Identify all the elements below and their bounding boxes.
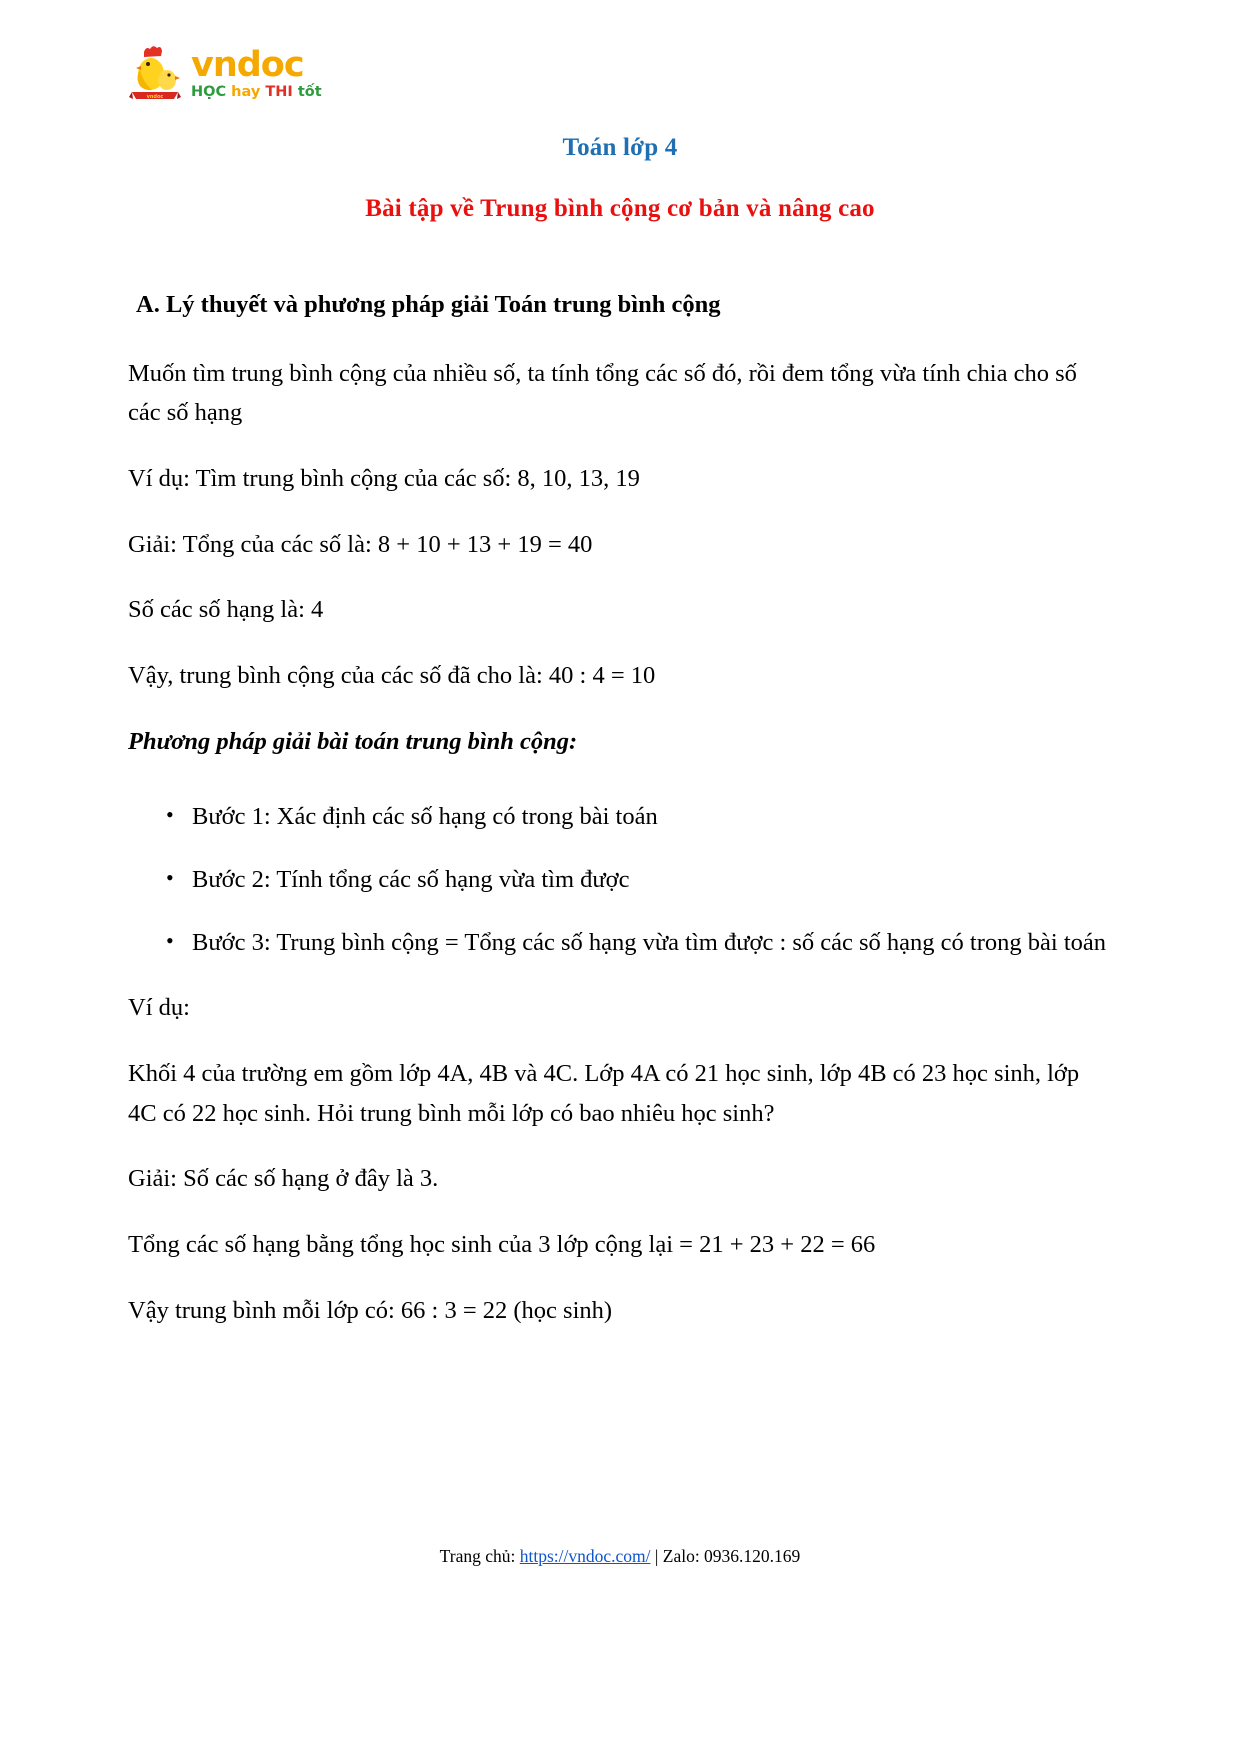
bullet-icon: • bbox=[166, 802, 174, 828]
tagline-thi: THI bbox=[265, 84, 293, 101]
example2-prompt: Khối 4 của trường em gồm lớp 4A, 4B và 4C. Lớp 4A có 21 học sinh, lớp 4B có 23 học sinh, lớp 4C có 22 học sinh. Hỏi trung bình mỗi lớp có bao nhiêu học sinh? bbox=[128, 1060, 1080, 1127]
example1-solution-sum: Giải: Tổng của các số là: 8 + 10 + 13 + 19 = 40 bbox=[128, 530, 593, 558]
tagline-tot: tốt bbox=[297, 84, 322, 101]
example2-solution-answer: Vậy trung bình mỗi lớp có: 66 : 3 = 22 (học sinh) bbox=[128, 1296, 613, 1324]
example1-solution-count: Số các số hạng là: 4 bbox=[128, 596, 324, 624]
svg-text:vndoc: vndoc bbox=[146, 94, 164, 100]
tagline-hay: hay bbox=[231, 84, 261, 101]
logo-text-group bbox=[191, 44, 322, 101]
rule-paragraph: Muốn tìm trung bình cộng của nhiều số, ta tính tổng các số đó, rồi đem tổng vừa tính chia cho số các số hạng bbox=[128, 359, 1077, 427]
step-text: Bước 2: Tính tổng các số hạng vừa tìm được bbox=[192, 866, 630, 893]
section-a-heading: A. Lý thuyết và phương pháp giải Toán trung bình cộng bbox=[136, 291, 721, 318]
footer-prefix: Trang chủ: bbox=[439, 1546, 520, 1566]
page-footer bbox=[0, 1546, 1240, 1567]
list-item bbox=[128, 837, 1112, 900]
document-body bbox=[0, 293, 1240, 1331]
method-heading: Phương pháp giải bài toán trung bình cộng: bbox=[128, 727, 578, 755]
page-header bbox=[0, 0, 1240, 101]
page-subtitle: Bài tập về Trung bình cộng cơ bản và nâng cao bbox=[365, 195, 875, 222]
example2-solution-sum: Tổng các số hạng bằng tổng học sinh của 3 lớp cộng lại = 21 + 23 + 22 = 66 bbox=[128, 1231, 876, 1259]
list-item bbox=[128, 787, 1112, 837]
chicken-mascot-icon bbox=[128, 44, 182, 106]
vndoc-logo[interactable] bbox=[128, 44, 1240, 106]
tagline-hoc: HỌC bbox=[191, 84, 227, 101]
example1-solution-answer: Vậy, trung bình cộng của các số đã cho là: 40 : 4 = 10 bbox=[128, 661, 656, 689]
example2-label: Ví dụ: bbox=[128, 994, 190, 1022]
example1-prompt: Ví dụ: Tìm trung bình cộng của các số: 8, 10, 13, 19 bbox=[128, 464, 640, 492]
list-item bbox=[128, 900, 1112, 963]
footer-suffix: | Zalo: 0936.120.169 bbox=[650, 1546, 801, 1566]
logo-wordmark: vndoc bbox=[191, 45, 304, 85]
logo-tagline bbox=[191, 85, 322, 101]
bullet-icon: • bbox=[166, 865, 174, 890]
step-text: Bước 1: Xác định các số hạng có trong bài toán bbox=[192, 803, 658, 831]
method-steps-list bbox=[128, 761, 1112, 962]
step-text: Bước 3: Trung bình cộng = Tổng các số hạng vừa tìm được : số các số hạng có trong bài toán bbox=[192, 928, 1107, 956]
page-title: Toán lớp 4 bbox=[562, 134, 678, 161]
footer-homepage-link[interactable]: https://vndoc.com/ bbox=[519, 1546, 651, 1566]
bullet-icon: • bbox=[166, 927, 174, 953]
example2-solution-count: Giải: Số các số hạng ở đây là 3. bbox=[128, 1165, 439, 1193]
